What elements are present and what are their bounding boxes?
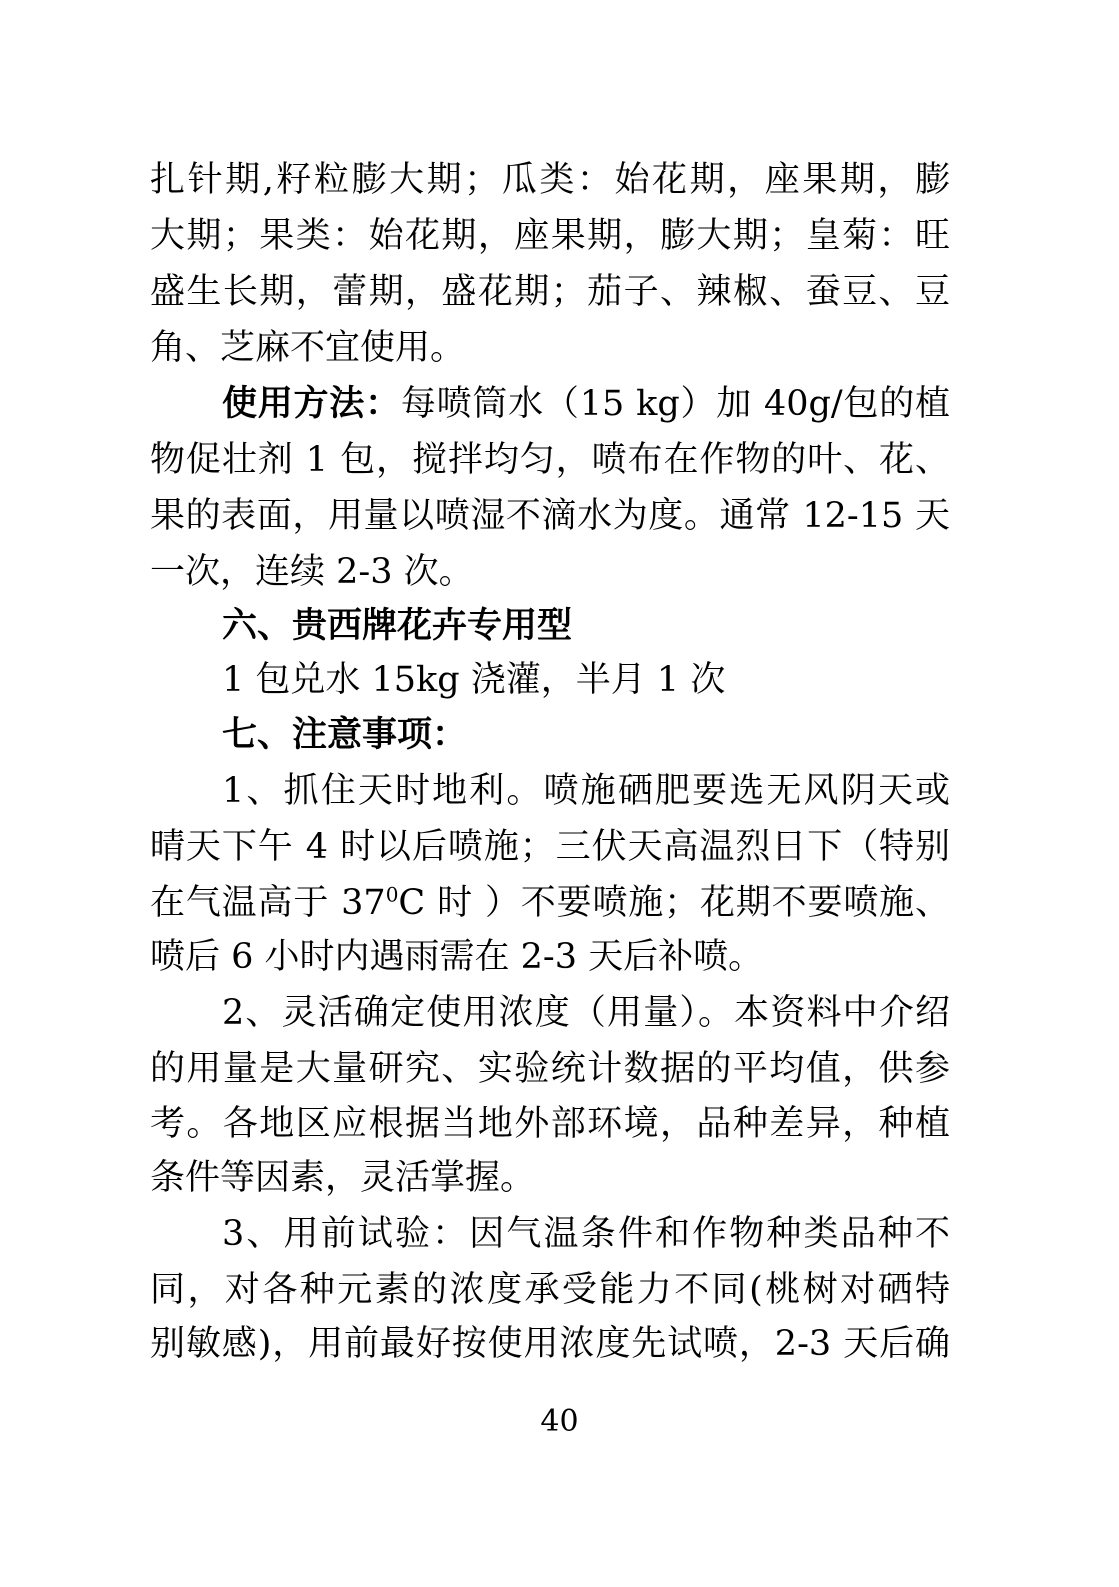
text-segment: C 时 ）不要喷施；花期不要喷施、 [398,883,950,923]
section-heading: 七、注意事项： [222,714,468,755]
text-line: 喷后 6 小时内遇雨需在 2-3 天后补喷。 [150,937,764,977]
usage-line [222,376,950,432]
text-line: 2、灵活确定使用浓度（用量）。本资料中介绍 [222,993,950,1033]
page-number: 40 [540,1404,579,1439]
text-line [150,875,950,931]
text-line: 同，对各种元素的浓度承受能力不同(桃树对硒特 [150,1270,950,1310]
text-line: 扎针期,籽粒膨大期；瓜类：始花期，座果期，膨 [150,160,950,200]
usage-label: 使用方法： [222,383,401,424]
text-line: 考。各地区应根据当地外部环境，品种差异，种植 [150,1104,950,1144]
text-line: 大期；果类：始花期，座果期，膨大期；皇菊：旺 [150,216,950,256]
superscript: 0 [385,882,399,907]
text-line: 别敏感)，用前最好按使用浓度先试喷，2-3 天后确 [150,1324,950,1364]
usage-text: 每喷筒水（15 kg）加 40g/包的植 [400,384,950,424]
text-line: 的用量是大量研究、实验统计数据的平均值，供参 [150,1049,950,1089]
text-segment: 在气温高于 37 [150,883,386,923]
text-line: 1 包兑水 15kg 浇灌，半月 1 次 [222,660,726,700]
text-line: 3、用前试验：因气温条件和作物种类品种不 [222,1214,950,1254]
text-line: 物促壮剂 1 包，搅拌均匀，喷布在作物的叶、花、 [150,440,950,480]
text-line: 一次，连续 2-3 次。 [150,552,474,592]
section-heading: 六、贵西牌花卉专用型 [222,605,573,646]
text-line: 果的表面，用量以喷湿不滴水为度。通常 12-15 天 [150,496,950,536]
text-line: 条件等因素，灵活掌握。 [150,1158,536,1198]
text-line: 晴天下午 4 时以后喷施；三伏天高温烈日下（特别 [150,827,950,867]
text-line: 盛生长期，蕾期，盛花期；茄子、辣椒、蚕豆、豆 [150,272,950,312]
text-line: 1、抓住天时地利。喷施硒肥要选无风阴天或 [222,771,950,811]
text-line: 角、芝麻不宜使用。 [150,328,466,368]
